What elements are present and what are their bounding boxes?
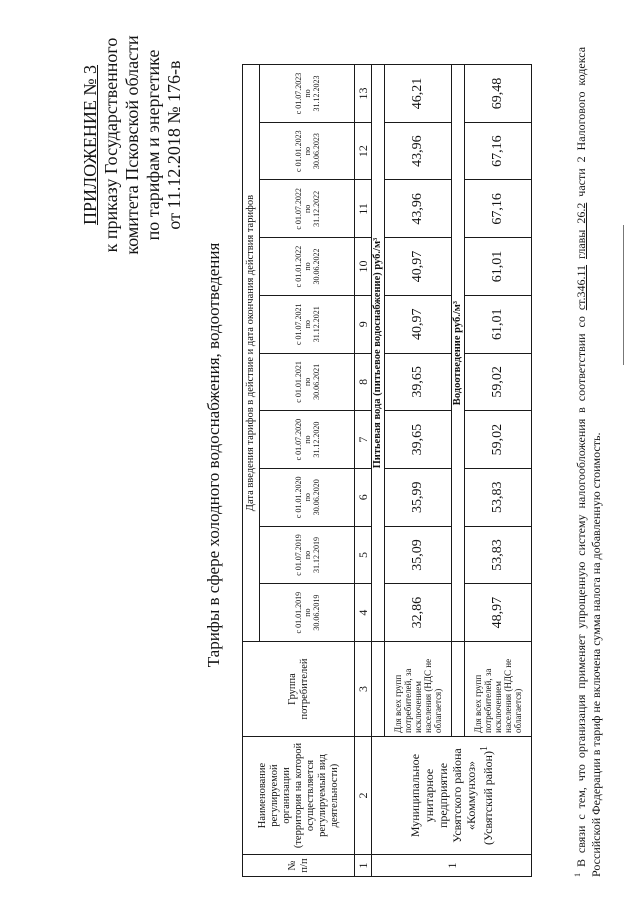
table-header-row (243, 65, 260, 877)
column-number: 8 (355, 353, 372, 411)
tariff-value: 69,48 (465, 65, 532, 123)
appendix-line: по тарифам и энергетике (143, 49, 163, 241)
period-header: с 01.07.2023 по 31.12.2023 (260, 65, 355, 123)
consumer-group: Для всех групп потребителей, за исключением населения (НДС не облагается) (385, 642, 452, 737)
column-number: 5 (355, 526, 372, 584)
period-header: с 01.01.2020 по 30.06.2020 (260, 468, 355, 526)
appendix-line: комитета Псковской области (122, 35, 142, 255)
tariff-table (242, 64, 532, 877)
tariff-value: 39,65 (385, 411, 452, 469)
footnote-chapter-ref: главы 26.2 (574, 202, 588, 259)
tariff-value: 43,96 (385, 180, 452, 238)
appendix-line: к приказу Государственного (101, 37, 121, 253)
section-title-sewerage: Водоотведение руб./м³ (452, 65, 465, 642)
column-number: 1 (355, 855, 372, 877)
period-header: с 01.07.2020 по 31.12.2020 (260, 411, 355, 469)
column-number: 13 (355, 65, 372, 123)
column-number: 12 (355, 122, 372, 180)
column-number-row (355, 65, 372, 877)
column-number: 6 (355, 468, 372, 526)
section-title-drinking-water: Питьевая вода (питьевое водоснабжение) руб./м³ (372, 65, 385, 642)
tariff-value: 39,65 (385, 353, 452, 411)
row-number: 1 (372, 855, 532, 877)
organization-name: Муниципальное унитарное предприятие Усвятского района «Коммунхоз» (Усвятский район)$^1$ (372, 737, 532, 855)
tariff-value: 48,97 (465, 584, 532, 642)
period-header: с 01.01.2021 по 30.06.2021 (260, 353, 355, 411)
tariff-value: 40,97 (385, 238, 452, 296)
page-title: Тарифы в сфере холодного водоснабжения, водоотведения (204, 242, 223, 668)
section-row-water (372, 65, 385, 877)
footnote-text: В связи с тем, что организация применяет упрощенную систему налогообложения в соответствии со (574, 316, 588, 868)
tariff-value: 59,02 (465, 411, 532, 469)
consumer-group: Для всех групп потребителей, за исключением населения (НДС не облагается) (465, 642, 532, 737)
tariff-value: 59,02 (465, 353, 532, 411)
header-consumer-group: Группа потребителей (243, 642, 355, 737)
column-number: 4 (355, 584, 372, 642)
separator-line (623, 225, 624, 365)
footnote-number: 1 (573, 873, 582, 877)
header-tariff-dates: Дата введения тарифов в действие и дата окончания действия тарифов (243, 65, 260, 642)
footnote-mark: 1 (479, 746, 490, 752)
header-num: № п/п (243, 855, 355, 877)
period-header: с 01.07.2019 по 31.12.2019 (260, 526, 355, 584)
footnote (570, 47, 604, 877)
appendix-header (80, 25, 185, 265)
period-header: с 01.07.2022 по 31.12.2022 (260, 180, 355, 238)
tariff-value: 40,97 (385, 295, 452, 353)
tariff-value: 67,16 (465, 122, 532, 180)
tariff-value: 53,83 (465, 526, 532, 584)
tariff-value: 35,99 (385, 468, 452, 526)
column-number: 9 (355, 295, 372, 353)
column-number: 7 (355, 411, 372, 469)
tariff-value: 53,83 (465, 468, 532, 526)
tariff-value: 43,96 (385, 122, 452, 180)
column-number: 10 (355, 238, 372, 296)
period-header: с 01.01.2023 по 30.06.2023 (260, 122, 355, 180)
period-header: с 01.01.2022 по 30.06.2022 (260, 238, 355, 296)
footnote-text-end: части 2 Налогового кодекса Российской Федерации в тариф не включена сумма налога на добавленную стоимость. (574, 46, 603, 877)
tariff-value: 61,01 (465, 238, 532, 296)
column-number: 2 (355, 737, 372, 855)
tariff-value: 32,86 (385, 584, 452, 642)
column-number: 11 (355, 180, 372, 238)
appendix-title: ПРИЛОЖЕНИЕ № 3 (80, 64, 100, 226)
header-organization: Наименование регулируемой организации (территория на которой осуществляется регулируемый вид деятельности) (243, 737, 355, 855)
period-header: с 01.01.2019 по 30.06.2019 (260, 584, 355, 642)
tariff-value: 61,01 (465, 295, 532, 353)
period-header: с 01.07.2021 по 31.12.2021 (260, 295, 355, 353)
footnote-article-ref: ст.346.11 (574, 264, 588, 311)
tariff-value: 46,21 (385, 65, 452, 123)
tariff-value: 35,09 (385, 526, 452, 584)
tariff-value: 67,16 (465, 180, 532, 238)
appendix-order-ref: от 11.12.2018 № 176-в (164, 60, 184, 230)
column-number: 3 (355, 642, 372, 737)
